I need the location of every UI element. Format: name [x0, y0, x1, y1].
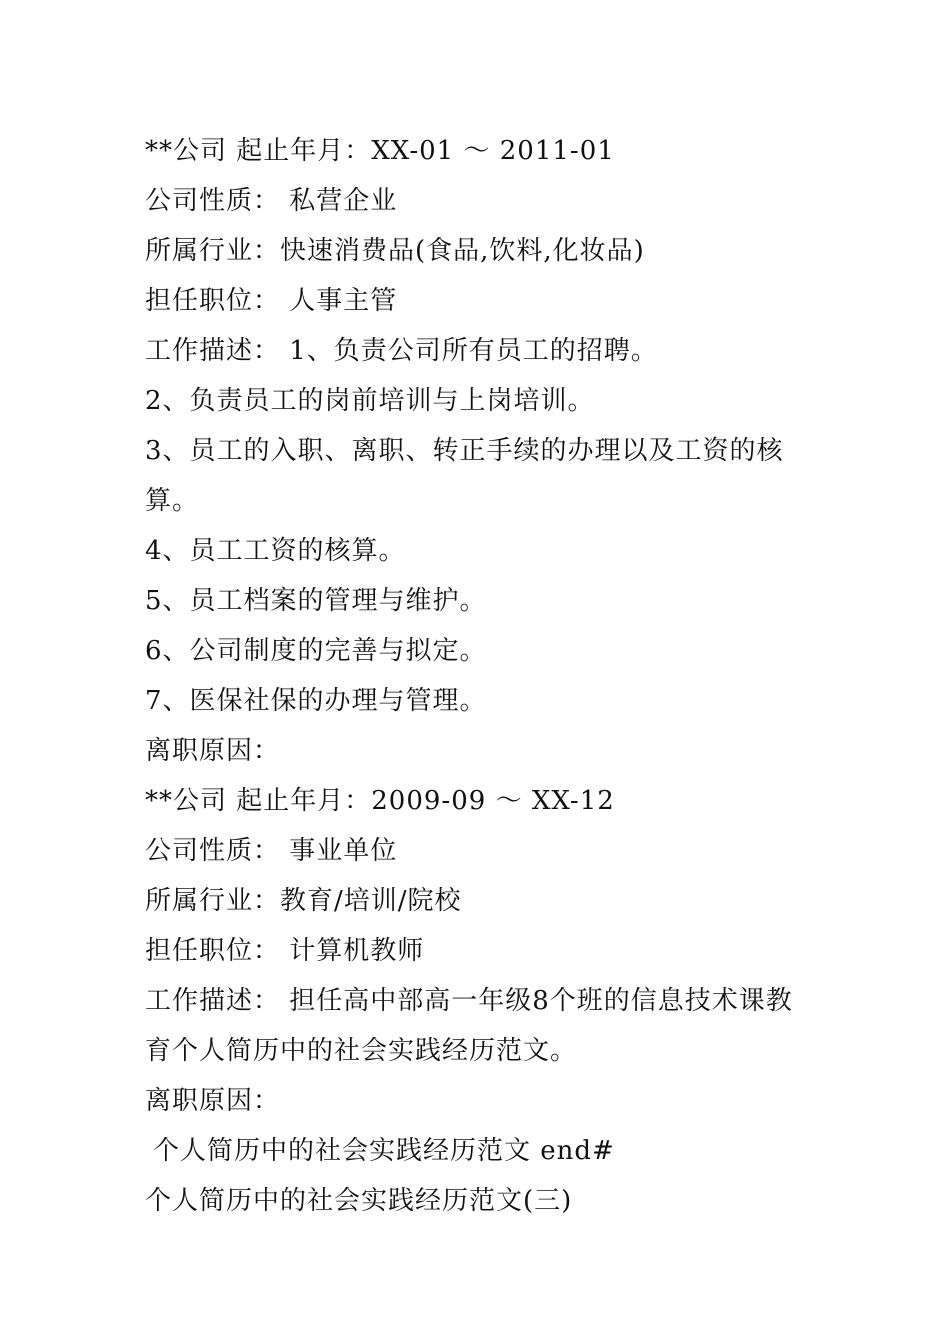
company-1-nature-line: 公司性质： 私营企业: [145, 186, 398, 216]
company-1-duty-7: 7、医保社保的办理与管理。: [145, 686, 487, 716]
company-1-duty-6: 6、公司制度的完善与拟定。: [145, 636, 487, 666]
company-1-period-line: **公司 起止年月：XX-01 ～ 2011-01: [145, 136, 615, 166]
company-2-description-line: 工作描述： 担任高中部高一年级8个班的信息技术课教育个人简历中的社会实践经历范文。: [145, 986, 793, 1066]
company-2-industry-line: 所属行业：教育/培训/院校: [145, 886, 462, 916]
company-1-duty-5: 5、员工档案的管理与维护。: [145, 586, 487, 616]
company-2-leave-reason: 离职原因：: [145, 1086, 281, 1116]
company-2-nature-line: 公司性质： 事业单位: [145, 836, 398, 866]
company-1-description-line: 工作描述： 1、负责公司所有员工的招聘。: [145, 336, 658, 366]
company-2-period-line: **公司 起止年月：2009-09 ～ XX-12: [145, 786, 615, 816]
company-2-position-line: 担任职位： 计算机教师: [145, 936, 425, 966]
company-1-position-line: 担任职位： 人事主管: [145, 286, 398, 316]
company-1-leave-reason: 离职原因：: [145, 736, 281, 766]
document-content: [145, 126, 815, 1226]
company-1-duty-4: 4、员工工资的核算。: [145, 536, 406, 566]
article-end-marker: 个人简历中的社会实践经历范文 end#: [153, 1136, 615, 1166]
company-1-duty-2: 2、负责员工的岗前培训与上岗培训。: [145, 386, 595, 416]
company-1-industry-line: 所属行业：快速消费品(食品,饮料,化妆品): [145, 236, 645, 266]
article-title-part-3: 个人简历中的社会实践经历范文(三): [145, 1186, 573, 1216]
company-1-duty-3: 3、员工的入职、离职、转正手续的办理以及工资的核算。: [145, 436, 784, 516]
